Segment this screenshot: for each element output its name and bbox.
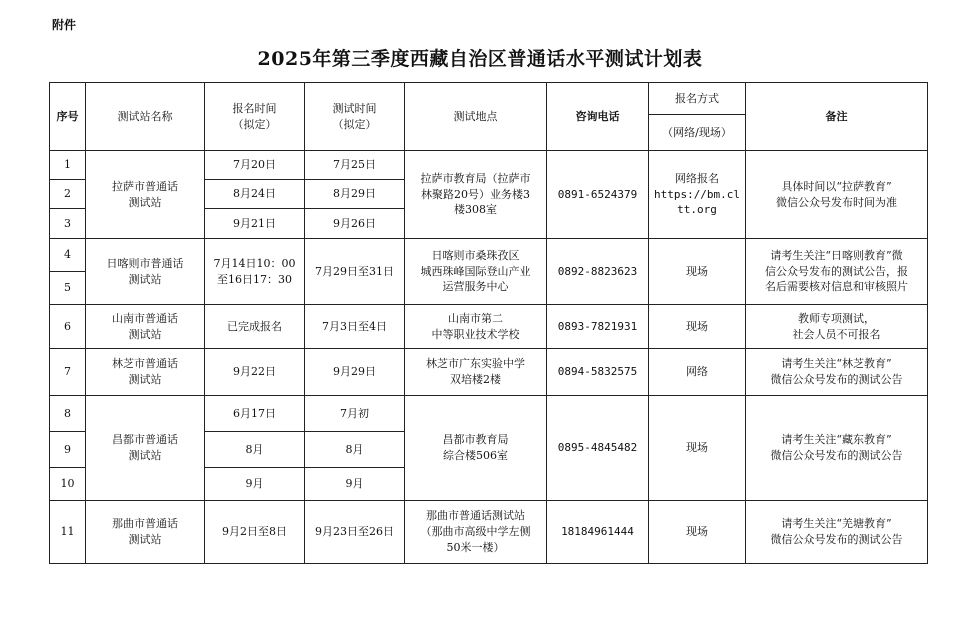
station-name: 林芝市普通话 测试站 [86,349,205,396]
header-index: 序号 [50,83,86,151]
contact-phone: 0894-5832575 [547,349,649,396]
reg-time: 9月2日至8日 [205,501,305,564]
test-location: 拉萨市教育局（拉萨市 林聚路20号）业务楼3 楼308室 [405,151,547,239]
test-location: 日喀则市桑珠孜区 城西珠峰国际登山产业 运营服务中心 [405,239,547,305]
reg-time: 7月14日10：00 至16日17：30 [205,239,305,305]
contact-phone: 0892-8823623 [547,239,649,305]
test-schedule-table [49,82,928,564]
station-name: 日喀则市普通话 测试站 [86,239,205,305]
reg-time: 9月 [205,468,305,501]
table-row [50,305,928,349]
row-index: 10 [50,468,86,501]
row-index: 5 [50,272,86,305]
row-index: 4 [50,239,86,272]
test-time: 9月23日至26日 [305,501,405,564]
row-index: 2 [50,180,86,209]
page-title: 2025年第三季度西藏自治区普通话水平测试计划表 [257,48,703,70]
header-reg-method: 报名方式 [649,83,746,115]
test-time: 9月26日 [305,209,405,239]
reg-time: 9月22日 [205,349,305,396]
remark: 请考生关注“藏东教育” 微信公众号发布的测试公告 [746,396,928,501]
remark: 教师专项测试， 社会人员不可报名 [746,305,928,349]
station-name: 那曲市普通话 测试站 [86,501,205,564]
header-reg-method-sub: （网络/现场） [649,115,746,151]
reg-time: 9月21日 [205,209,305,239]
test-location: 林芝市广东实验中学 双培楼2楼 [405,349,547,396]
station-name: 拉萨市普通话 测试站 [86,151,205,239]
table-row [50,501,928,564]
header-reg-time: 报名时间 （拟定） [205,83,305,151]
test-time: 7月25日 [305,151,405,180]
header-test-time: 测试时间 （拟定） [305,83,405,151]
remark: 请考生关注“林芝教育” 微信公众号发布的测试公告 [746,349,928,396]
table-row [50,396,928,432]
header-station: 测试站名称 [86,83,205,151]
test-location: 那曲市普通话测试站 （那曲市高级中学左侧 50米一楼） [405,501,547,564]
station-name: 山南市普通话 测试站 [86,305,205,349]
row-index: 8 [50,396,86,432]
attachment-label: 附件 [52,18,77,32]
test-time: 7月初 [305,396,405,432]
test-location: 昌都市教育局 综合楼506室 [405,396,547,501]
row-index: 6 [50,305,86,349]
reg-method: 网络 [649,349,746,396]
test-time: 7月29日至31日 [305,239,405,305]
row-index: 3 [50,209,86,239]
contact-phone: 18184961444 [547,501,649,564]
test-time: 8月29日 [305,180,405,209]
table-row [50,239,928,272]
station-name: 昌都市普通话 测试站 [86,396,205,501]
reg-time: 6月17日 [205,396,305,432]
table-row [50,151,928,180]
remark: 请考生关注“羌塘教育” 微信公众号发布的测试公告 [746,501,928,564]
reg-method: 现场 [649,305,746,349]
reg-time: 7月20日 [205,151,305,180]
row-index: 7 [50,349,86,396]
reg-method: 现场 [649,239,746,305]
contact-phone: 0895-4845482 [547,396,649,501]
reg-time: 8月 [205,432,305,468]
row-index: 1 [50,151,86,180]
reg-method: 现场 [649,501,746,564]
reg-method: 网络报名 https://bm.cl tt.org [649,151,746,239]
test-time: 9月 [305,468,405,501]
reg-time: 已完成报名 [205,305,305,349]
test-time: 9月29日 [305,349,405,396]
test-time: 8月 [305,432,405,468]
contact-phone: 0893-7821931 [547,305,649,349]
row-index: 11 [50,501,86,564]
header-location: 测试地点 [405,83,547,151]
test-time: 7月3日至4日 [305,305,405,349]
reg-time: 8月24日 [205,180,305,209]
header-phone: 咨询电话 [547,83,649,151]
test-location: 山南市第二 中等职业技术学校 [405,305,547,349]
row-index: 9 [50,432,86,468]
table-row [50,349,928,396]
remark: 具体时间以“拉萨教育” 微信公众号发布时间为准 [746,151,928,239]
contact-phone: 0891-6524379 [547,151,649,239]
header-remark: 备注 [746,83,928,151]
remark: 请考生关注“日喀则教育”微 信公众号发布的测试公告，报 名后需要核对信息和审核照片 [746,239,928,305]
reg-method: 现场 [649,396,746,501]
